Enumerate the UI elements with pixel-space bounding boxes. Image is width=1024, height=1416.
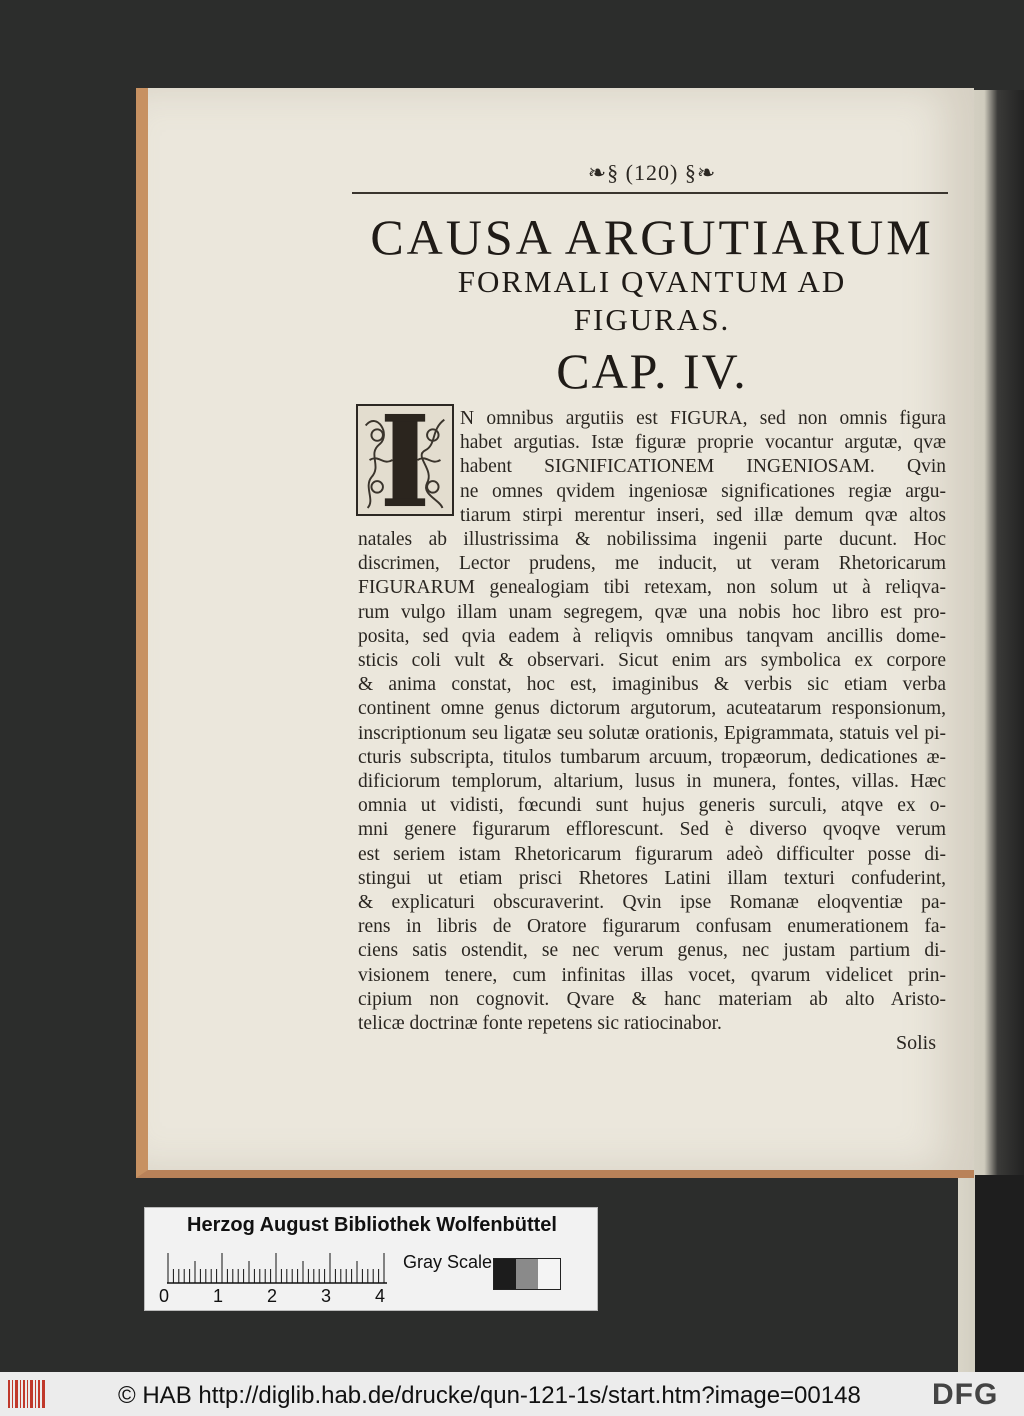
body-line: stingui ut etiam prisci Rhetores Latini illam texturi confuderint,	[358, 867, 946, 889]
chapter-heading: CAP. IV.	[556, 343, 748, 399]
body-line: rens in libris de Oratore figurarum confusam enumerationem fa-	[358, 916, 946, 938]
body-line: inscriptionum seu ligatæ seu solutæ orationis, Epigrammata, statuis vel pi-	[358, 722, 946, 744]
library-name: Herzog August Bibliothek Wolfenbüttel	[187, 1214, 557, 1236]
catchword: Solis	[896, 1032, 937, 1054]
ruler-number: 2	[267, 1286, 278, 1306]
body-line: habet argutias. Istæ figuræ proprie vocantur argutæ, qvæ	[460, 432, 946, 454]
footer-bar	[0, 1372, 1024, 1416]
body-line: tiarum stirpi merentur inseri, sed illæ demum qvæ altos	[460, 504, 946, 526]
barcode-icon	[8, 1380, 46, 1408]
ruler-numbers	[159, 1286, 399, 1308]
body-line: ciens satis ostendit, se nec verum genus, nec justam partium di-	[358, 940, 946, 962]
body-line: natales ab illustrissima & nobilissima ingenii parte ducunt. Hoc	[358, 529, 946, 550]
decorated-initial	[356, 404, 454, 516]
title-line-3: FIGURAS.	[573, 302, 731, 337]
body-line: telicæ doctrinæ fonte repetens sic ratiocinabor.	[358, 1013, 722, 1034]
head-rule	[352, 192, 948, 194]
body-line: visionem tenere, cum infinitas illas vocet, qvarum videlicet prin-	[358, 964, 946, 986]
ruler-number: 3	[321, 1286, 332, 1306]
gray-scale-label: Gray Scale	[403, 1252, 493, 1272]
body-line: continent omne genus dictorum argutorum, acuteatarum responsionum,	[358, 698, 946, 720]
copyright-url: © HAB http://diglib.hab.de/drucke/qun-121-1s/start.htm?image=00148	[118, 1382, 861, 1409]
ruler	[167, 1250, 387, 1284]
floral-initial-icon	[358, 406, 452, 514]
body-line: & explicaturi obscuraverint. Qvin ipse Romanæ eloqventiæ pa-	[358, 892, 946, 913]
body-line: posita, sed qvia eadem à reliqvis omnibus tanqvam ancillis dome-	[358, 625, 946, 647]
gray-swatch-light	[538, 1259, 560, 1289]
body-line: N omnibus argutiis est FIGURA, sed non omnis figura	[460, 408, 946, 429]
ruler-number: 4	[375, 1286, 386, 1306]
ruler-number: 1	[213, 1286, 224, 1306]
body-line: omnia ut vidisti, fœcundi sunt hujus generis surculi, atqve ex o-	[358, 795, 946, 817]
running-head: ❧§ (120) §❧	[587, 160, 717, 185]
ruler-number: 0	[159, 1286, 170, 1306]
title-line-2: FORMALI QVANTUM AD	[457, 264, 847, 299]
book-cover-edge	[975, 1175, 1024, 1372]
body-line: sticis coli vult & observari. Sicut enim ars symbolica ex corpore	[358, 650, 946, 671]
title-line-1: CAUSA ARGUTIARUM	[370, 209, 934, 265]
gray-swatch-mid	[516, 1259, 538, 1289]
body-line: mni genere figurarum efflorescunt. Sed è diverso qvoqve verum	[358, 819, 946, 841]
gray-scale-swatches	[493, 1258, 561, 1290]
body-line: est seriem istam Rhetoricarum figurarum adeò difficulter posse di-	[358, 843, 946, 865]
body-line: cturis subscripta, titulos tumbarum arcuum, tropæorum, dedicationes æ-	[358, 746, 946, 768]
library-color-strip	[144, 1207, 598, 1311]
body-line: discrimen, Lector prudens, me inducit, ut veram Rhetoricarum	[358, 553, 946, 575]
body-line: ne omnes qvidem ingeniosæ significationes regiæ argu-	[460, 480, 946, 502]
body-line: rum vulgo illam unam segregem, qvæ una nobis hoc libro est pro-	[358, 601, 946, 623]
body-line: dificiorum templorum, altarium, lusus in munera, fontes, villas. Hæc	[358, 771, 946, 792]
body-line: cipium non cognovit. Qvare & hanc materiam ab alto Aristo-	[358, 988, 946, 1010]
dfg-logo: DFG	[932, 1378, 999, 1411]
gray-swatch-dark	[494, 1259, 516, 1289]
body-line: & anima constat, hoc est, imaginibus & verbis sic etiam verba	[358, 674, 946, 696]
body-line: habent SIGNIFICATIONEM INGENIOSAM. Qvin	[460, 456, 946, 478]
body-line: FIGURARUM genealogiam tibi retexam, non solum ut à reliqva-	[358, 577, 946, 599]
